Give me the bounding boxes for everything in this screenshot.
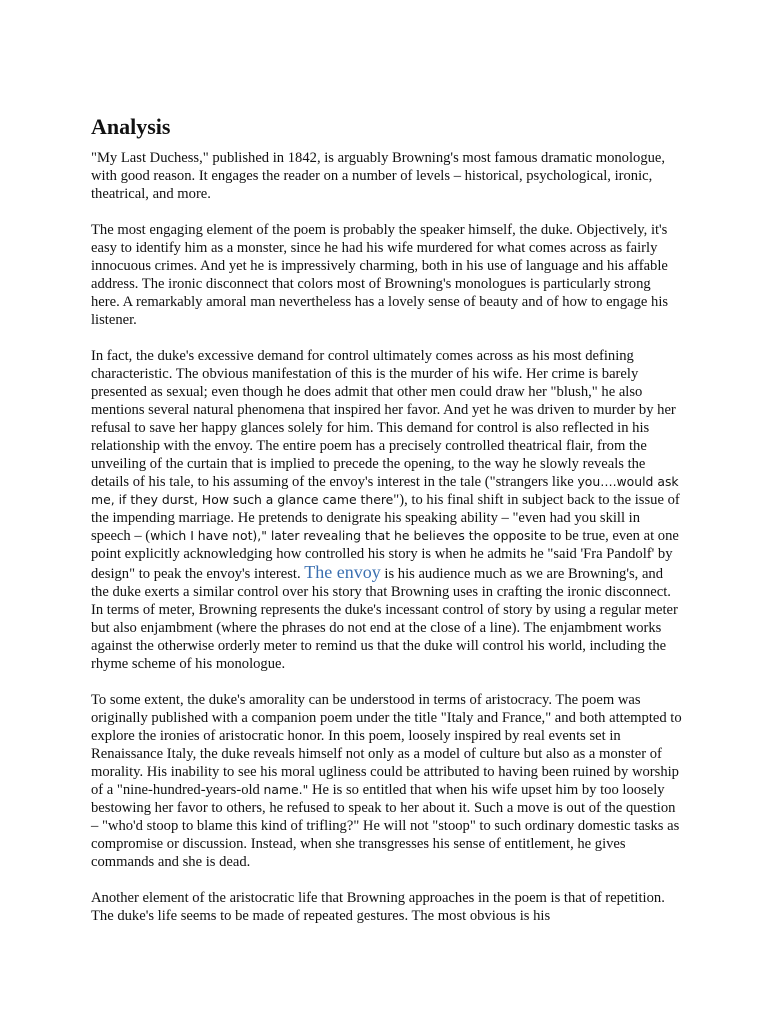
control-text-1: In fact, the duke's excessive demand for control ultimately comes across as his most defining characteristic. The obvious manifestation of this is the murder of his wife. Her crime is barely presented as sexual; even though he does admit that other men could draw her "blush," he also mentions several natural phenomena that inspired her favor. And yet he was driven to murder by her refusal to save her happy glances solely for him. This demand for control is also reflected in his relationship with the envoy. The entire poem has a precisely controlled theatrical flair, from the unveiling of the curtain that is implied to precede the opening, to the way he slowly reveals the details of his tale, to his assuming of the envoy's interest in the tale ("strangers like [91, 348, 676, 490]
control-text-3: to be true, even at one point explicitly acknowledging how controlled his story is when he admits he "said 'Fra Pandolf' by design" to peak the envoy's interest. [91, 528, 679, 582]
paragraph-intro: "My Last Duchess," published in 1842, is arguably Browning's most famous dramatic monologue, with good reason. It engages the reader on a number of levels – historical, psychological, ironic, theatrical, and more. [91, 150, 666, 202]
quote-skill: which I have not)," later revealing that he believes the opposite [150, 528, 547, 543]
page-title: Analysis [91, 114, 171, 139]
aristocracy-text-2: He is so entitled that when his wife upset him by too loosely bestowing her favor to others, he refused to speak to her about it. Such a move is out of the question – "who'd stoop to blame this kind of trifling?" He will not "stoop" to such ordinary domestic tasks as compromise or discussion. Instead, when she transgresses his sense of entitlement, he gives commands and she is dead. [91, 782, 680, 870]
control-text-2: "), to his final shift in subject back to the issue of the impending marriage. He pretends to denigrate his speaking ability – "even had you skill in speech – ( [91, 492, 680, 544]
paragraph-repetition: Another element of the aristocratic life that Browning approaches in the poem is that of repetition. The duke's life seems to be made of repeated gestures. The most obvious is his [91, 890, 665, 924]
paragraph-aristocracy [91, 691, 682, 871]
quote-name: name." [263, 782, 309, 797]
quote-strangers: you….would ask me, if they durst, How such a glance came there [91, 474, 679, 507]
paragraph-speaker: The most engaging element of the poem is probably the speaker himself, the duke. Objectively, it's easy to identify him as a monster, since he had his wife murdered for what comes across as fairly innocuous crimes. And yet he is impressively charming, both in his use of language and his affable address. The ironic disconnect that colors most of Browning's monologues is particularly strong here. A remarkably amoral man nevertheless has a lovely sense of beauty and of how to engage his listener. [91, 222, 669, 328]
paragraph-control [91, 347, 682, 601]
paragraph-meter: In terms of meter, Browning represents the duke's incessant control of story by using a regular meter but also enjambment (where the phrases do not end at the close of a line). The enjambment works against the otherwise orderly meter to remind us that the duke will control his world, including the rhyme scheme of his monologue. [91, 602, 678, 672]
control-text-4: is his audience much as we are Browning's, and the duke exerts a similar control over his story that Browning uses in crafting the ironic disconnect. [91, 566, 671, 600]
envoy-link[interactable]: The envoy [304, 562, 381, 582]
aristocracy-text-1: To some extent, the duke's amorality can be understood in terms of aristocracy. The poem was originally published with a companion poem under the title "Italy and France," and both attempted to explore the ironies of aristocratic honor. In this poem, loosely inspired by real events set in Renaissance Italy, the duke reveals himself not only as a model of culture but also as a monster of morality. His inability to see his moral ugliness could be attributed to having been ruined by worship of a "nine-hundred-years-old [91, 692, 682, 798]
